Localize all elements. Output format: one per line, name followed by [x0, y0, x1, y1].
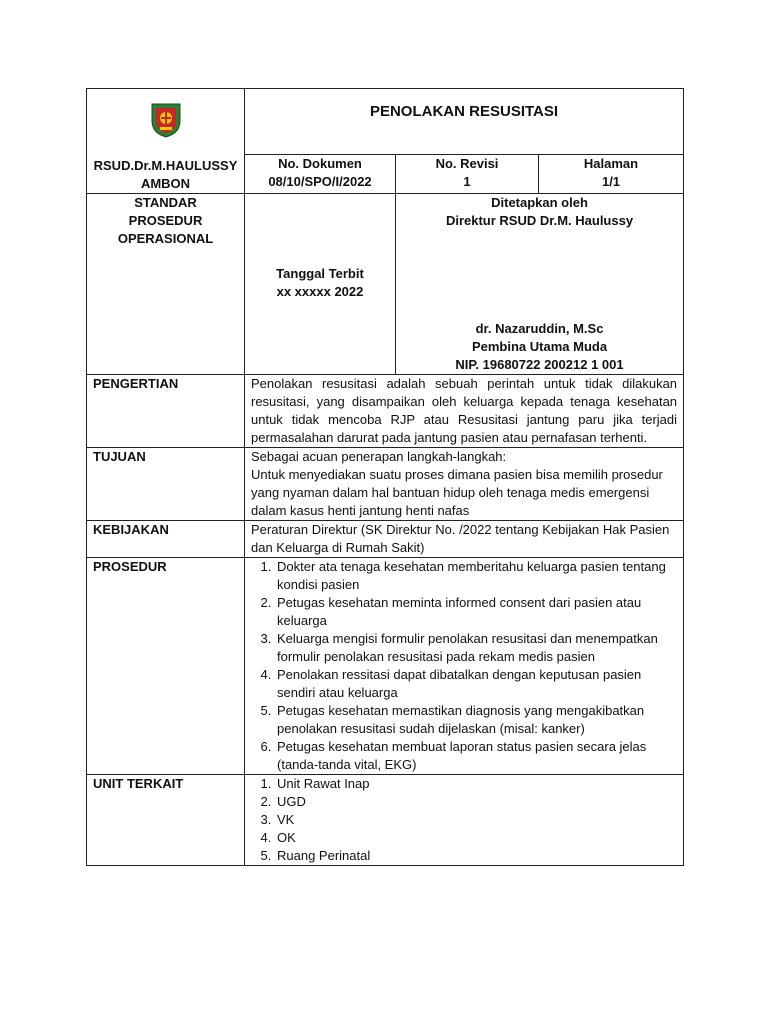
- unit-item: 3. VK: [275, 811, 677, 829]
- sop-label-line3: OPERASIONAL: [117, 231, 214, 246]
- approval-cell: [396, 194, 684, 375]
- sop-table: [86, 88, 684, 866]
- unit-terkait-label: UNIT TERKAIT: [87, 775, 245, 866]
- sop-label-line1: STANDAR: [134, 195, 197, 210]
- prosedur-step: 3. Keluarga mengisi formulir penolakan resusitasi dan menempatkan formulir penolakan resusitasi pada rekam medis pasien: [275, 630, 677, 666]
- issue-date-value: xx xxxxx 2022: [276, 284, 364, 299]
- issue-date-cell: [245, 194, 396, 375]
- institution-city: AMBON: [140, 176, 191, 191]
- approval-position: Direktur RSUD Dr.M. Haulussy: [445, 213, 634, 228]
- doc-number-label: No. Dokumen: [278, 156, 362, 171]
- prosedur-cell: [245, 558, 684, 775]
- unit-item: 4. OK: [275, 829, 677, 847]
- pengertian-text: Penolakan resusitasi adalah sebuah perintah untuk tidak dilakukan resusitasi, yang disampaikan oleh keluarga kepada tenaga kesehatan untuk tidak mencoba RJP atau Resusitasi jantung paru jika terjadi permasalahan darurat pada jantung pasien atau pernafasan terhenti.: [245, 375, 684, 448]
- sop-label-line2: PROSEDUR: [128, 213, 203, 228]
- page-cell: [539, 155, 684, 194]
- institution-cell: [87, 89, 245, 194]
- prosedur-list: [251, 558, 677, 774]
- doc-number-cell: [245, 155, 396, 194]
- institution-name: RSUD.Dr.M.HAULUSSY: [93, 158, 238, 173]
- prosedur-step: 4. Penolakan ressitasi dapat dibatalkan dengan keputusan pasien sendiri atau keluarga: [275, 666, 677, 702]
- unit-list: [251, 775, 677, 865]
- page-label: Halaman: [583, 156, 639, 171]
- tujuan-intro: Sebagai acuan penerapan langkah-langkah:: [251, 449, 507, 464]
- prosedur-label: PROSEDUR: [87, 558, 245, 775]
- signer-nip: NIP. 19680722 200212 1 001: [455, 357, 624, 372]
- unit-terkait-cell: [245, 775, 684, 866]
- unit-item: 2. UGD: [275, 793, 677, 811]
- approval-heading: Ditetapkan oleh: [491, 195, 588, 210]
- signer-rank: Pembina Utama Muda: [471, 339, 608, 354]
- kebijakan-text: Peraturan Direktur (SK Direktur No. /2022 tentang Kebijakan Hak Pasien dan Keluarga di Rumah Sakit): [245, 521, 684, 558]
- page-value: 1/1: [601, 174, 621, 189]
- revision-label: No. Revisi: [435, 156, 499, 171]
- issue-date-label: Tanggal Terbit: [276, 266, 364, 281]
- signer-name: dr. Nazaruddin, M.Sc: [475, 321, 604, 336]
- kebijakan-label: KEBIJAKAN: [87, 521, 245, 558]
- unit-item: 5. Ruang Perinatal: [275, 847, 677, 865]
- unit-item: 1. Unit Rawat Inap: [275, 775, 677, 793]
- prosedur-step: 1. Dokter ata tenaga kesehatan memberitahu keluarga pasien tentang kondisi pasien: [275, 558, 677, 594]
- sop-label-cell: [87, 194, 245, 375]
- sop-document: [86, 88, 683, 866]
- prosedur-step: 6. Petugas kesehatan membuat laporan status pasien secara jelas (tanda-tanda vital, EKG): [275, 738, 677, 774]
- tujuan-label: TUJUAN: [87, 448, 245, 521]
- revision-value: 1: [463, 174, 471, 189]
- revision-cell: [396, 155, 539, 194]
- prosedur-step: 2. Petugas kesehatan meminta informed consent dari pasien atau keluarga: [275, 594, 677, 630]
- document-title: PENOLAKAN RESUSITASI: [245, 89, 684, 155]
- tujuan-text: Untuk menyediakan suatu proses dimana pasien bisa memilih prosedur yang nyaman dalam hal bantuan hidup oleh tenaga medis emergensi dalam kasus henti jantung henti nafas: [251, 467, 663, 518]
- hospital-emblem-icon: [148, 101, 184, 139]
- prosedur-step: 5. Petugas kesehatan memastikan diagnosis yang mengakibatkan penolakan resusitasi sudah dijelaskan (misal: kanker): [275, 702, 677, 738]
- tujuan-cell: [245, 448, 684, 521]
- doc-number-value: 08/10/SPO/I/2022: [268, 174, 372, 189]
- pengertian-label: PENGERTIAN: [87, 375, 245, 448]
